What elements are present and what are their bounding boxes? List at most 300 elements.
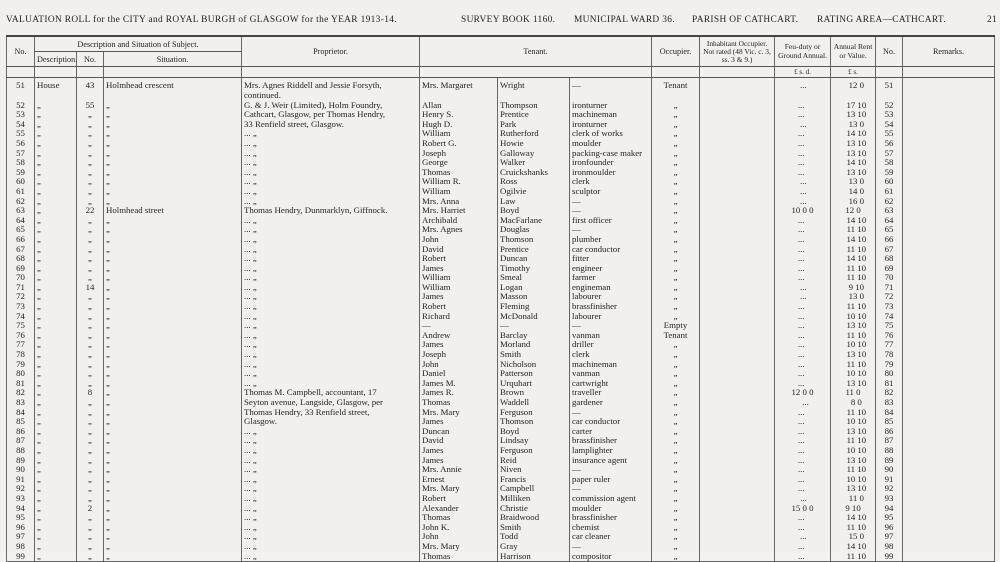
tenant-surname: MacFarlane xyxy=(498,216,570,226)
occupation: vanman xyxy=(570,331,652,341)
situation: „ xyxy=(104,129,242,139)
proprietor: ... „ xyxy=(242,456,420,466)
rent-value: 13 10 xyxy=(846,425,867,436)
proprietor: ... „ xyxy=(242,197,420,207)
street-number: „ xyxy=(77,484,104,494)
situation xyxy=(104,91,242,101)
rent-dots: ... xyxy=(797,329,805,340)
header-tenant: Tenant. xyxy=(420,36,652,67)
street-number: „ xyxy=(77,456,104,466)
tenant-surname: Reid xyxy=(498,456,570,466)
street-number: „ xyxy=(77,110,104,120)
situation: „ xyxy=(104,369,242,379)
occupier: „ xyxy=(652,398,700,408)
row-number: 78 xyxy=(7,350,35,360)
rent-value: 9 10 xyxy=(848,281,865,292)
occupier: „ xyxy=(652,264,700,274)
tenant-surname: Campbell xyxy=(498,484,570,494)
remarks xyxy=(903,552,995,562)
rent-dots: ... xyxy=(797,540,805,551)
inhabitant-occupier xyxy=(700,177,775,187)
inhabitant-occupier xyxy=(700,465,775,475)
street-number: „ xyxy=(77,331,104,341)
rent-value: 13 10 xyxy=(846,147,867,158)
proprietor: ... „ xyxy=(242,484,420,494)
description: „ xyxy=(35,206,77,216)
inhabitant-occupier xyxy=(700,225,775,235)
occupier: „ xyxy=(652,388,700,398)
occupation: car conductor xyxy=(570,245,652,255)
row-number-right: 93 xyxy=(876,494,903,504)
tenant-surname: Park xyxy=(498,120,570,130)
occupier: „ xyxy=(652,129,700,139)
proprietor: ... „ xyxy=(242,532,420,542)
tenant-surname: Patterson xyxy=(498,369,570,379)
street-number: „ xyxy=(77,139,104,149)
tenant-surname: Galloway xyxy=(498,149,570,159)
inhabitant-occupier xyxy=(700,254,775,264)
tenant-surname: Howie xyxy=(498,139,570,149)
tenant-first-name: William R. xyxy=(420,177,498,187)
tenant-first-name: John K. xyxy=(420,523,498,533)
street-number: 2 xyxy=(77,504,104,514)
inhabitant-occupier xyxy=(700,78,775,92)
remarks xyxy=(903,369,995,379)
proprietor: Thomas M. Campbell, accountant, 17 xyxy=(242,388,420,398)
description: „ xyxy=(35,129,77,139)
occupation: traveller xyxy=(570,388,652,398)
row-number-right: 75 xyxy=(876,321,903,331)
street-number: „ xyxy=(77,446,104,456)
description: „ xyxy=(35,446,77,456)
tenant-first-name: Richard xyxy=(420,312,498,322)
tenant-first-name: John xyxy=(420,360,498,370)
row-number-right: 95 xyxy=(876,513,903,523)
description: „ xyxy=(35,552,77,562)
street-number: „ xyxy=(77,542,104,552)
row-number: 70 xyxy=(7,273,35,283)
situation: „ xyxy=(104,225,242,235)
rent-value: 10 10 xyxy=(846,473,867,484)
situation: „ xyxy=(104,388,242,398)
row-number-right: 82 xyxy=(876,388,903,398)
occupation: ironfounder xyxy=(570,158,652,168)
situation: „ xyxy=(104,312,242,322)
row-number: 65 xyxy=(7,225,35,235)
inhabitant-occupier xyxy=(700,168,775,178)
row-number-right: 61 xyxy=(876,187,903,197)
remarks xyxy=(903,321,995,331)
row-number: 73 xyxy=(7,302,35,312)
rent-dots: ... xyxy=(800,176,807,187)
rent-dots: ... xyxy=(800,185,807,196)
proprietor: ... „ xyxy=(242,129,420,139)
header-annual-rent: Annual Rent or Value. xyxy=(831,36,876,67)
occupier: „ xyxy=(652,427,700,437)
remarks xyxy=(903,245,995,255)
rent-value: 10 10 xyxy=(846,416,867,427)
tenant-first-name: Ernest xyxy=(420,475,498,485)
proprietor: 33 Renfield street, Glasgow. xyxy=(242,120,420,130)
proprietor: Seyton avenue, Langside, Glasgow, per xyxy=(242,398,420,408)
rent-dots: ... xyxy=(797,454,805,465)
occupier: „ xyxy=(652,484,700,494)
rent-value: 10 10 xyxy=(846,339,867,350)
street-number: „ xyxy=(77,264,104,274)
rent-value: 11 10 xyxy=(846,329,867,340)
parish: PARISH OF CATHCART. xyxy=(692,15,799,25)
row-number-right: 90 xyxy=(876,465,903,475)
proprietor: ... „ xyxy=(242,427,420,437)
situation: „ xyxy=(104,360,242,370)
situation: „ xyxy=(104,158,242,168)
header-no: No. xyxy=(7,36,35,67)
row-number: 55 xyxy=(7,129,35,139)
row-number-right: 99 xyxy=(876,552,903,562)
inhabitant-occupier xyxy=(700,264,775,274)
proprietor: ... „ xyxy=(242,158,420,168)
rent-value: 11 10 xyxy=(846,550,867,561)
inhabitant-occupier xyxy=(700,197,775,207)
situation: „ xyxy=(104,350,242,360)
tenant-first-name: William xyxy=(420,283,498,293)
street-number: „ xyxy=(77,312,104,322)
row-number: 53 xyxy=(7,110,35,120)
tenant-surname: Morland xyxy=(498,340,570,350)
remarks xyxy=(903,110,995,120)
row-number-right: 64 xyxy=(876,216,903,226)
occupation: moulder xyxy=(570,504,652,514)
proprietor: ... „ xyxy=(242,360,420,370)
row-number-right: 59 xyxy=(876,168,903,178)
inhabitant-occupier xyxy=(700,417,775,427)
header-occupier: Occupier. xyxy=(652,36,700,67)
occupier: „ xyxy=(652,149,700,159)
street-number: 55 xyxy=(77,101,104,111)
rent-value: 11 10 xyxy=(846,262,867,273)
occupier: „ xyxy=(652,283,700,293)
tenant-surname: Rutherford xyxy=(498,129,570,139)
row-number-right: 84 xyxy=(876,408,903,418)
tenant-surname: Logan xyxy=(498,283,570,293)
situation: „ xyxy=(104,446,242,456)
description: „ xyxy=(35,456,77,466)
remarks xyxy=(903,446,995,456)
inhabitant-occupier xyxy=(700,120,775,130)
row-number: 90 xyxy=(7,465,35,475)
situation: „ xyxy=(104,273,242,283)
rent-value: 11 0 xyxy=(848,492,864,503)
occupation: driller xyxy=(570,340,652,350)
row-number-right: 70 xyxy=(876,273,903,283)
proprietor: ... „ xyxy=(242,321,420,331)
description: „ xyxy=(35,158,77,168)
street-number: „ xyxy=(77,369,104,379)
proprietor: ... „ xyxy=(242,139,420,149)
rent-dots: ... xyxy=(797,444,805,455)
street-number: „ xyxy=(77,158,104,168)
occupier: „ xyxy=(652,273,700,283)
occupation: brassfinisher xyxy=(570,436,652,446)
proprietor: ... „ xyxy=(242,225,420,235)
occupation: — xyxy=(570,197,652,207)
rent-dots: ... xyxy=(797,147,805,158)
rent-value: 13 0 xyxy=(848,291,865,302)
occupation: machineman xyxy=(570,110,652,120)
occupier: „ xyxy=(652,408,700,418)
description: „ xyxy=(35,360,77,370)
tenant-first-name: John xyxy=(420,532,498,542)
remarks xyxy=(903,254,995,264)
tenant-first-name: James xyxy=(420,417,498,427)
inhabitant-occupier xyxy=(700,91,775,101)
description: „ xyxy=(35,408,77,418)
row-number-right: 74 xyxy=(876,312,903,322)
description: „ xyxy=(35,350,77,360)
occupier: „ xyxy=(652,475,700,485)
occupation: insurance agent xyxy=(570,456,652,466)
proprietor: ... „ xyxy=(242,177,420,187)
description: „ xyxy=(35,177,77,187)
description: „ xyxy=(35,436,77,446)
rent-value: 15 0 xyxy=(848,531,865,542)
row-number: 77 xyxy=(7,340,35,350)
tenant-surname: Fleming xyxy=(498,302,570,312)
street-number: „ xyxy=(77,292,104,302)
row-number: 81 xyxy=(7,379,35,389)
inhabitant-occupier xyxy=(700,456,775,466)
description: „ xyxy=(35,110,77,120)
row-number-right: 89 xyxy=(876,456,903,466)
description: „ xyxy=(35,225,77,235)
description: „ xyxy=(35,369,77,379)
remarks xyxy=(903,101,995,111)
occupier: „ xyxy=(652,542,700,552)
rent-dots: ... xyxy=(797,320,805,331)
situation: „ xyxy=(104,494,242,504)
street-number: 22 xyxy=(77,206,104,216)
situation: „ xyxy=(104,235,242,245)
row-number: 72 xyxy=(7,292,35,302)
tenant-first-name: Robert xyxy=(420,302,498,312)
remarks xyxy=(903,379,995,389)
occupation: labourer xyxy=(570,292,652,302)
row-number: 57 xyxy=(7,149,35,159)
inhabitant-occupier xyxy=(700,388,775,398)
tenant-surname: Smeal xyxy=(498,273,570,283)
row-number: 64 xyxy=(7,216,35,226)
remarks xyxy=(903,350,995,360)
rent-value: 17 10 xyxy=(846,99,867,110)
situation: „ xyxy=(104,149,242,159)
rent-dots: ... xyxy=(797,157,805,168)
street-number: „ xyxy=(77,187,104,197)
description: „ xyxy=(35,542,77,552)
street-number: „ xyxy=(77,225,104,235)
occupation: car cleaner xyxy=(570,532,652,542)
row-number-right: 58 xyxy=(876,158,903,168)
street-number: „ xyxy=(77,129,104,139)
tenant-first-name: James R. xyxy=(420,388,498,398)
tenant-first-name: Mrs. Margaret xyxy=(420,78,498,92)
street-number: 14 xyxy=(77,283,104,293)
remarks xyxy=(903,427,995,437)
occupation: — xyxy=(570,206,652,216)
occupier: „ xyxy=(652,197,700,207)
tenant-surname: Wright xyxy=(498,78,570,92)
description: „ xyxy=(35,388,77,398)
rating-area: RATING AREA—CATHCART. xyxy=(817,15,947,25)
row-number-right: 73 xyxy=(876,302,903,312)
valuation-table xyxy=(6,35,995,562)
situation: „ xyxy=(104,177,242,187)
remarks xyxy=(903,484,995,494)
row-number: 94 xyxy=(7,504,35,514)
row-number: 52 xyxy=(7,101,35,111)
remarks xyxy=(903,225,995,235)
description: „ xyxy=(35,264,77,274)
proprietor: ... „ xyxy=(242,350,420,360)
row-number: 88 xyxy=(7,446,35,456)
rent-dots: ... xyxy=(797,377,805,388)
remarks xyxy=(903,120,995,130)
inhabitant-occupier xyxy=(700,552,775,562)
remarks xyxy=(903,302,995,312)
description: „ xyxy=(35,283,77,293)
proprietor: ... „ xyxy=(242,245,420,255)
occupier: „ xyxy=(652,494,700,504)
tenant-first-name: Alexander xyxy=(420,504,498,514)
tenant-surname: Thomson xyxy=(498,417,570,427)
occupation: ironturner xyxy=(570,120,652,130)
rent-dots: ... xyxy=(797,339,805,350)
tenant-surname: Francis xyxy=(498,475,570,485)
occupation: fitter xyxy=(570,254,652,264)
row-number-right: 92 xyxy=(876,484,903,494)
row-number-right: 56 xyxy=(876,139,903,149)
rent-dots: ... xyxy=(797,262,805,273)
inhabitant-occupier xyxy=(700,494,775,504)
rent-value: 8 0 xyxy=(850,397,862,407)
row-number: 56 xyxy=(7,139,35,149)
occupation: labourer xyxy=(570,312,652,322)
description: „ xyxy=(35,379,77,389)
row-number: 62 xyxy=(7,197,35,207)
situation: „ xyxy=(104,197,242,207)
description: „ xyxy=(35,149,77,159)
description: „ xyxy=(35,302,77,312)
rent-dots: ... xyxy=(797,483,805,494)
occupation: chemist xyxy=(570,523,652,533)
proprietor: ... „ xyxy=(242,302,420,312)
row-number-right: 53 xyxy=(876,110,903,120)
occupier: „ xyxy=(652,465,700,475)
occupation: plumber xyxy=(570,235,652,245)
occupation: brassfinisher xyxy=(570,513,652,523)
occupation: packing-case maker xyxy=(570,149,652,159)
street-number: „ xyxy=(77,254,104,264)
inhabitant-occupier xyxy=(700,398,775,408)
rent-value: 13 10 xyxy=(846,454,867,465)
occupier: „ xyxy=(652,523,700,533)
rent-dots: ... xyxy=(797,301,805,312)
street-number: „ xyxy=(77,494,104,504)
tenant-surname: — xyxy=(498,321,570,331)
street-number: „ xyxy=(77,216,104,226)
row-number: 87 xyxy=(7,436,35,446)
row-number: 92 xyxy=(7,484,35,494)
description: „ xyxy=(35,120,77,130)
proprietor: ... „ xyxy=(242,149,420,159)
tenant-surname: Milliken xyxy=(498,494,570,504)
row-number-right: 55 xyxy=(876,129,903,139)
street-number: „ xyxy=(77,427,104,437)
rent-dots: ... xyxy=(800,80,807,90)
row-number-right: 77 xyxy=(876,340,903,350)
inhabitant-occupier xyxy=(700,245,775,255)
street-number: „ xyxy=(77,465,104,475)
description: „ xyxy=(35,340,77,350)
rent-value: 11 10 xyxy=(846,464,867,475)
occupation: sculptor xyxy=(570,187,652,197)
row-number: 98 xyxy=(7,542,35,552)
occupier: „ xyxy=(652,216,700,226)
situation: „ xyxy=(104,101,242,111)
rent-dots: ... xyxy=(797,512,805,523)
remarks xyxy=(903,187,995,197)
inhabitant-occupier xyxy=(700,340,775,350)
tenant-surname: Ogilvie xyxy=(498,187,570,197)
occupier: „ xyxy=(652,177,700,187)
occupation: — xyxy=(570,78,652,92)
occupier: „ xyxy=(652,120,700,130)
inhabitant-occupier xyxy=(700,484,775,494)
remarks xyxy=(903,264,995,274)
remarks xyxy=(903,475,995,485)
street-number: „ xyxy=(77,398,104,408)
occupation: farmer xyxy=(570,273,652,283)
occupier: „ xyxy=(652,110,700,120)
occupation: — xyxy=(570,321,652,331)
rent-dots: ... xyxy=(797,137,805,148)
occupier: „ xyxy=(652,101,700,111)
rent-dots: ... xyxy=(797,109,805,120)
row-number: 63 xyxy=(7,206,35,216)
rent-value: 14 10 xyxy=(846,253,867,264)
situation: „ xyxy=(104,484,242,494)
proprietor: ... „ xyxy=(242,513,420,523)
row-number-right: 67 xyxy=(876,245,903,255)
row-number-right: 66 xyxy=(876,235,903,245)
proprietor: ... „ xyxy=(242,436,420,446)
row-number: 54 xyxy=(7,120,35,130)
tenant-surname: Prentice xyxy=(498,245,570,255)
rent-value: 13 0 xyxy=(848,176,865,187)
proprietor: ... „ xyxy=(242,292,420,302)
tenant-surname: Braidwood xyxy=(498,513,570,523)
rent-dots: ... xyxy=(797,406,805,417)
remarks xyxy=(903,273,995,283)
rent-value: 11 10 xyxy=(846,358,867,369)
survey-book: SURVEY BOOK 1160. xyxy=(461,15,556,25)
description: „ xyxy=(35,465,77,475)
tenant-surname: Masson xyxy=(498,292,570,302)
rent-dots: ... xyxy=(797,253,805,264)
occupation: compositor xyxy=(570,552,652,562)
occupier: „ xyxy=(652,340,700,350)
occupier: „ xyxy=(652,139,700,149)
rent-dots: ... xyxy=(797,272,805,283)
